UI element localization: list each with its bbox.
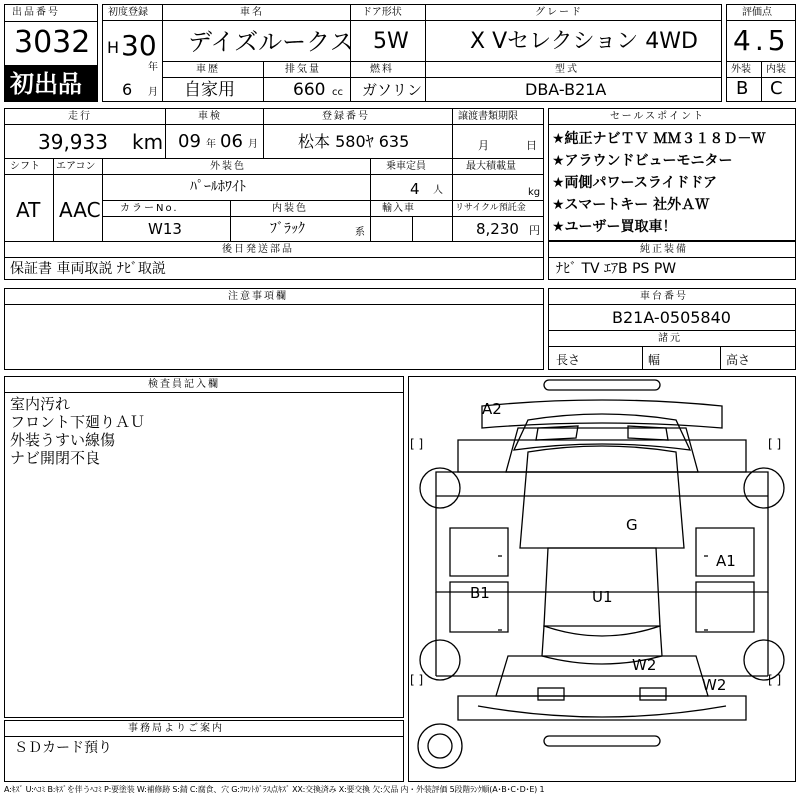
load-label: 最大積載量 bbox=[466, 161, 516, 172]
length-label: 長さ bbox=[556, 353, 581, 367]
recycle: 8,230 bbox=[476, 220, 519, 238]
bracket: [ ] bbox=[768, 437, 782, 451]
divider bbox=[548, 124, 796, 125]
divider bbox=[162, 4, 163, 102]
reg-no: 松本 580ﾔ 635 bbox=[298, 132, 410, 151]
divider bbox=[4, 304, 544, 305]
damage-mark-a1: A1 bbox=[716, 552, 736, 570]
first-reg-year: 30 bbox=[121, 29, 157, 62]
car-name: デイズルークス bbox=[188, 28, 354, 56]
mileage-unit: km bbox=[132, 130, 164, 154]
load-unit: kg bbox=[528, 187, 541, 198]
recycle-label: リサイクル預託金 bbox=[455, 203, 526, 213]
shift-label: シフト bbox=[10, 161, 40, 172]
lot-number: 3032 bbox=[14, 25, 91, 60]
divider bbox=[642, 346, 643, 370]
office-text: ＳＤカード預り bbox=[14, 740, 112, 756]
divider bbox=[263, 61, 264, 102]
damage-mark-u1: U1 bbox=[592, 588, 613, 606]
divider bbox=[165, 108, 166, 158]
divider bbox=[452, 158, 453, 241]
reg-no-label: 登録番号 bbox=[322, 111, 370, 122]
later-parts-label: 後日発送部品 bbox=[222, 244, 294, 255]
height-label: 高さ bbox=[726, 353, 751, 367]
color-no: W13 bbox=[148, 220, 182, 238]
notes-label: 注意事項欄 bbox=[228, 291, 288, 302]
capacity-unit: 人 bbox=[433, 185, 443, 196]
fuel: ガソリン bbox=[362, 81, 423, 99]
divider bbox=[102, 200, 544, 201]
divider bbox=[726, 20, 796, 21]
transfer-label: 譲渡書類期限 bbox=[458, 111, 518, 122]
divider bbox=[548, 257, 796, 258]
divider bbox=[102, 20, 722, 21]
history: 自家用 bbox=[184, 80, 235, 100]
damage-mark-b1: B1 bbox=[470, 584, 490, 602]
divider bbox=[548, 330, 796, 331]
exterior-grade: B bbox=[736, 78, 749, 99]
divider bbox=[162, 77, 722, 78]
interior-color-label: 内装色 bbox=[272, 203, 308, 214]
transfer-month-unit: 月 bbox=[478, 139, 489, 152]
divider bbox=[102, 158, 103, 241]
divider bbox=[162, 61, 722, 62]
score: 4.5 bbox=[733, 24, 790, 57]
year-unit: 年 bbox=[148, 62, 158, 73]
first-reg-label: 初度登録 bbox=[108, 7, 148, 18]
inspector-line: フロント下廻りＡＵ bbox=[10, 413, 146, 431]
equipment-value: ﾅﾋﾞ TV ｴｱB PS PW bbox=[556, 261, 677, 277]
history-label: 車歴 bbox=[196, 64, 220, 75]
door-label: ドア形状 bbox=[362, 7, 402, 18]
sales-point-item: ★アラウンドビューモニター bbox=[552, 153, 733, 169]
era: H bbox=[107, 38, 120, 57]
score-label: 評価点 bbox=[742, 7, 772, 18]
interior-color: ﾌﾞﾗｯｸ bbox=[270, 221, 305, 237]
damage-mark-w2-rear: W2 bbox=[632, 656, 657, 674]
legend-footer: A:ｷｽﾞ U:ﾍｺﾐ B:ｷｽﾞを伴うﾍｺﾐ P:要塗装 W:補修跡 S:錆 C:腐食、穴 G:ﾌﾛﾝﾄｶﾞﾗｽ点ｷｽﾞ XX:交換済み X:要交換 欠:欠品 内・外装評価 5段階ﾗﾝｸ順(A･B･C･D･E) 1 bbox=[4, 785, 545, 794]
lot-number-label: 出品番号 bbox=[12, 7, 60, 18]
interior-label: 内装 bbox=[766, 64, 786, 75]
divider bbox=[548, 346, 796, 347]
color: ﾊﾟｰﾙﾎﾜｲﾄ bbox=[190, 179, 246, 195]
color-label: 外装色 bbox=[210, 161, 246, 172]
displacement-unit: cc bbox=[332, 87, 343, 98]
divider bbox=[4, 158, 544, 159]
equipment-label: 純正装備 bbox=[640, 244, 688, 255]
ac-label: エアコン bbox=[56, 161, 96, 172]
car-name-label: 車名 bbox=[240, 7, 264, 18]
transfer-day-unit: 日 bbox=[526, 139, 537, 152]
import-label: 輸入車 bbox=[382, 203, 415, 214]
ac: AAC bbox=[59, 198, 101, 222]
divider bbox=[102, 216, 544, 217]
divider bbox=[4, 124, 544, 125]
inspection-month: 06 bbox=[220, 131, 243, 152]
grade: X Vセレクション 4WD bbox=[470, 29, 698, 54]
inspection-year-unit: 年 bbox=[206, 139, 216, 150]
capacity: 4 bbox=[410, 180, 420, 198]
model-label: 型式 bbox=[555, 64, 579, 75]
inspection-month-unit: 月 bbox=[248, 139, 258, 150]
interior-color-unit: 系 bbox=[355, 227, 365, 238]
damage-mark-w2-side: W2 bbox=[702, 676, 727, 694]
divider bbox=[4, 21, 98, 22]
inspector-line: ナビ開閉不良 bbox=[10, 449, 101, 467]
fuel-label: 燃料 bbox=[370, 64, 394, 75]
divider bbox=[425, 61, 426, 102]
first-listing-text: 初出品 bbox=[10, 70, 82, 98]
damage-mark-g: G bbox=[626, 516, 638, 534]
sales-point-item: ★両側パワースライドドア bbox=[552, 175, 718, 191]
sales-points-label: セールスポイント bbox=[610, 111, 706, 122]
bracket: [ ] bbox=[410, 673, 424, 687]
inspector-line: 室内汚れ bbox=[10, 395, 71, 413]
displacement-label: 排気量 bbox=[285, 64, 321, 75]
grade-label: グレード bbox=[535, 7, 583, 18]
sales-point-item: ★純正ナビＴＶ ＭＭ３１８Ｄ－Ｗ bbox=[552, 131, 766, 147]
car-diagram bbox=[408, 376, 796, 782]
office-label: 事務局よりご案内 bbox=[128, 723, 224, 734]
inspector-label: 検査員記入欄 bbox=[148, 379, 220, 390]
color-no-label: カラーNo. bbox=[120, 203, 179, 214]
month-unit: 月 bbox=[148, 87, 158, 98]
divider bbox=[4, 736, 404, 737]
bracket: [ ] bbox=[410, 437, 424, 451]
dims-label: 諸元 bbox=[658, 333, 682, 344]
door-type: 5W bbox=[373, 29, 409, 54]
damage-mark-a2: A2 bbox=[482, 400, 502, 418]
divider bbox=[4, 392, 404, 393]
inspector-line: 外装うすい線傷 bbox=[10, 431, 116, 449]
inspection-year: 09 bbox=[178, 131, 201, 152]
divider bbox=[350, 61, 351, 102]
model: DBA-B21A bbox=[525, 80, 607, 99]
sales-point-item: ★スマートキー 社外ＡＷ bbox=[552, 197, 710, 213]
divider bbox=[425, 4, 426, 62]
divider bbox=[53, 158, 54, 241]
divider bbox=[4, 257, 544, 258]
mileage: 39,933 bbox=[38, 130, 108, 154]
divider bbox=[452, 108, 453, 158]
divider bbox=[4, 174, 544, 175]
mileage-label: 走行 bbox=[68, 111, 92, 122]
divider bbox=[263, 108, 264, 158]
capacity-label: 乗車定員 bbox=[386, 161, 426, 172]
divider bbox=[230, 200, 231, 241]
divider bbox=[412, 216, 413, 241]
divider bbox=[548, 304, 796, 305]
divider bbox=[370, 158, 371, 241]
divider bbox=[720, 346, 721, 370]
interior-grade: C bbox=[770, 78, 783, 99]
exterior-label: 外装 bbox=[731, 64, 751, 75]
sales-point-item: ★ユーザー買取車！ bbox=[552, 219, 677, 235]
displacement: 660 bbox=[293, 80, 326, 100]
bracket: [ ] bbox=[768, 673, 782, 687]
shift: AT bbox=[16, 198, 41, 222]
divider bbox=[761, 61, 762, 102]
first-reg-month: 6 bbox=[122, 80, 133, 99]
chassis-label: 車台番号 bbox=[640, 291, 688, 302]
chassis-number: B21A-0505840 bbox=[612, 308, 731, 327]
recycle-unit: 円 bbox=[529, 224, 540, 237]
inspection-label: 車検 bbox=[198, 111, 222, 122]
width-label: 幅 bbox=[648, 353, 661, 367]
later-parts: 保証書 車両取説 ﾅﾋﾞ取説 bbox=[10, 261, 166, 277]
divider bbox=[4, 241, 544, 242]
